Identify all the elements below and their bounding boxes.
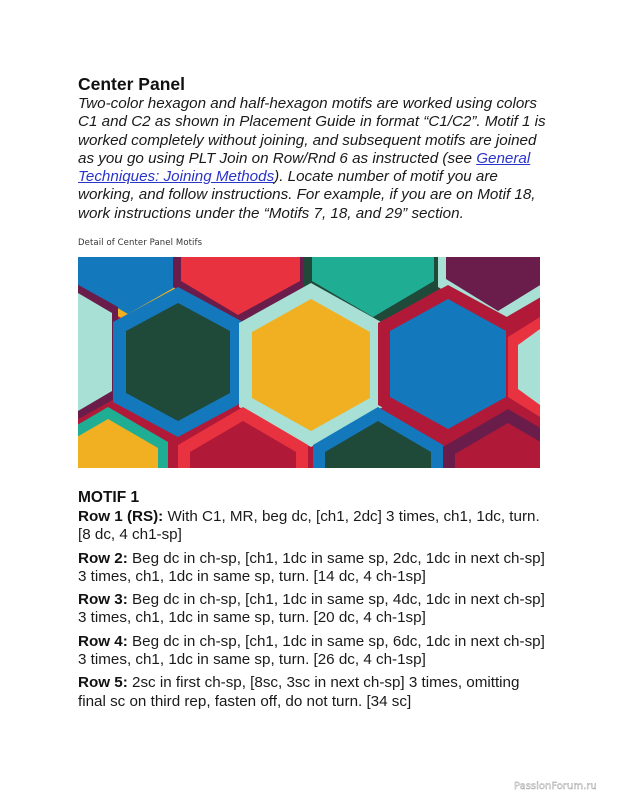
watermark: PassionForum.ru [514, 781, 597, 792]
motif-detail-photo [78, 257, 540, 468]
row-text: Beg dc in ch-sp, [ch1, 1dc in same sp, 4dc, 1dc in next ch-sp] 3 times, ch1, 1dc in same sp, turn. [20 dc, 4 ch-1sp] [78, 591, 545, 627]
joining-methods-link[interactable]: General Techniques: Joining Methods [78, 149, 531, 186]
row-label: Row 5: [78, 674, 128, 692]
hexagon-motifs-image [78, 257, 540, 468]
intro-paragraph [78, 95, 548, 223]
section-title: Center Panel [78, 74, 185, 94]
row-text: With C1, MR, beg dc, [ch1, 2dc] 3 times, ch1, 1dc, turn. [8 dc, 4 ch1-sp] [78, 508, 540, 544]
motif-instructions [78, 508, 548, 716]
row-label: Row 3: [78, 591, 128, 609]
motif-heading: MOTIF 1 [78, 489, 140, 506]
row-label: Row 4: [78, 632, 128, 650]
instruction-row-4 [78, 633, 548, 670]
row-text: 2sc in first ch-sp, [8sc, 3sc in next ch-sp] 3 times, omitting final sc on third rep, fasten off, do not turn. [34 sc] [78, 674, 520, 710]
instruction-row-2 [78, 550, 548, 587]
intro-text-before: Two-color hexagon and half-hexagon motifs are worked using colors C1 and C2 as shown in Placement Guide in format “C1/C2”. Motif 1 is worked completely without joining, and subsequent motifs are joined as you go using PLT Join on Row/Rnd 6 as instructed (see [78, 95, 546, 167]
row-text: Beg dc in ch-sp, [ch1, 1dc in same sp, 6dc, 1dc in next ch-sp] 3 times, ch1, 1dc in same sp, turn. [26 dc, 4 ch-1sp] [78, 632, 545, 669]
row-text: Beg dc in ch-sp, [ch1, 1dc in same sp, 2dc, 1dc in next ch-sp] 3 times, ch1, 1dc in same sp, turn. [14 dc, 4 ch-1sp] [78, 549, 545, 585]
figure-caption: Detail of Center Panel Motifs [78, 238, 203, 248]
intro-text-after: ). Locate number of motif you are working, and follow instructions. For example, if you are on Motif 18, work instructions under the “Motifs 7, 18, and 29” section. [78, 168, 536, 222]
instruction-row-3 [78, 591, 548, 628]
instruction-row-1 [78, 508, 548, 545]
row-label: Row 1 (RS): [78, 508, 164, 525]
row-label: Row 2: [78, 549, 128, 567]
instruction-row-5 [78, 674, 548, 711]
